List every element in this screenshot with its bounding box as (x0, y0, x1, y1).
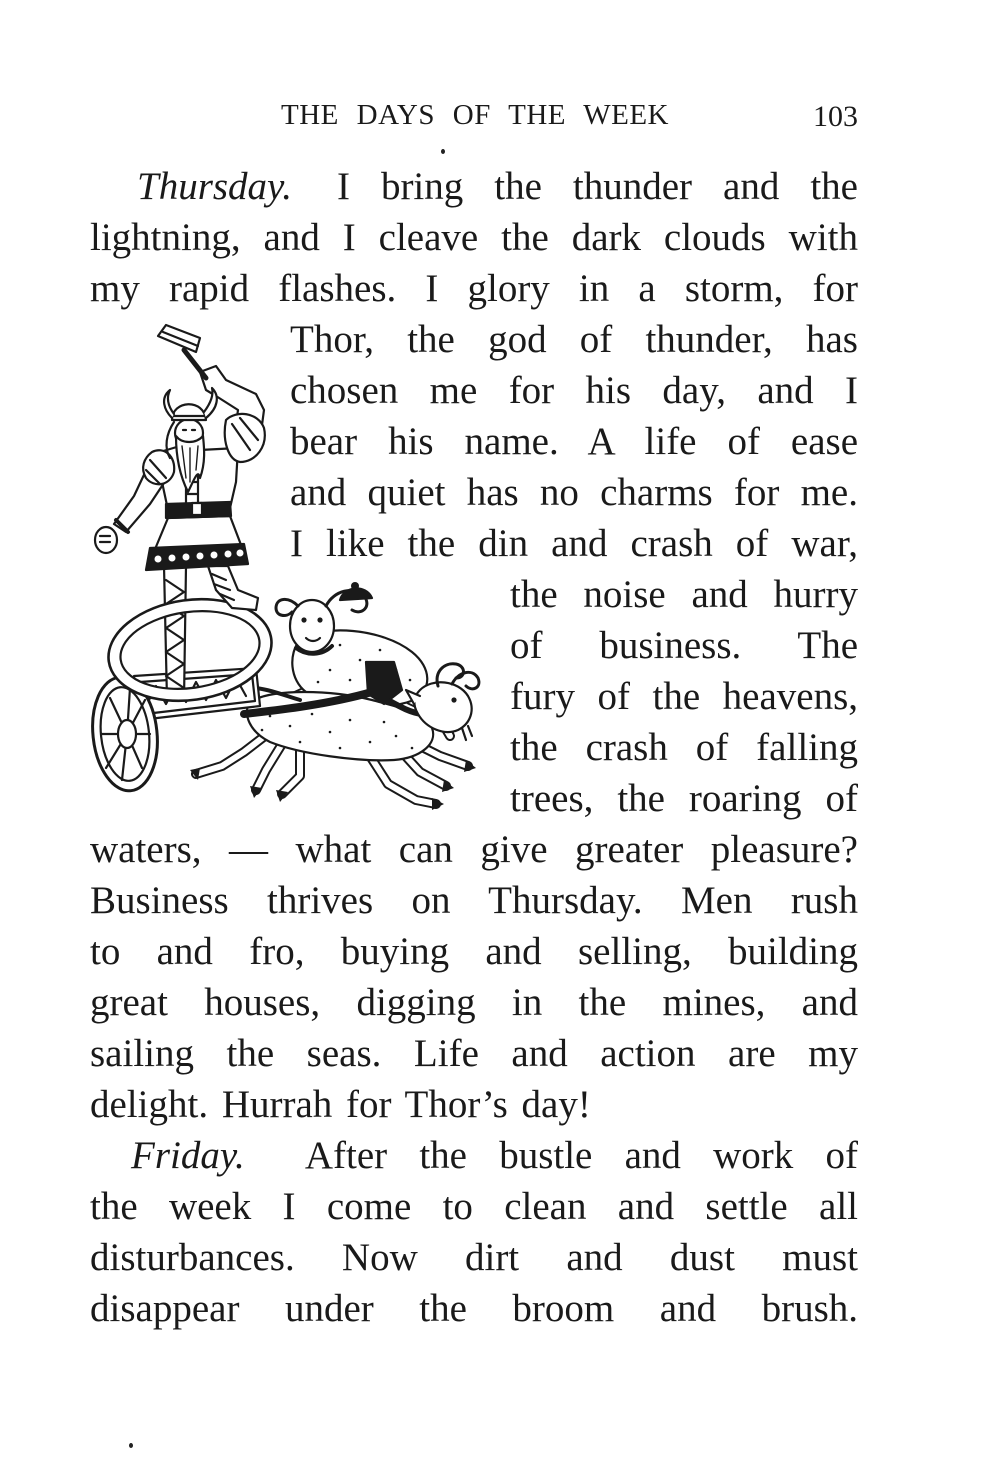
page-number: 103 (813, 100, 858, 133)
illustration-thor-chariot (88, 318, 500, 818)
text-line: chosen me for his day, and I (290, 369, 858, 412)
text-line: I like the din and crash of war, (290, 522, 858, 565)
text-line: waters, — what can give greater pleasure? (90, 828, 858, 871)
text-line: lightning, and I cleave the dark clouds with (90, 216, 858, 259)
text-line (137, 161, 858, 212)
running-title: THE DAYS OF THE WEEK (281, 99, 669, 131)
text-line: the noise and hurry (510, 573, 858, 616)
line-text: After the bustle and work of (304, 1134, 858, 1177)
text-line: to and fro, buying and selling, building (90, 930, 858, 973)
text-line: great houses, digging in the mines, and (90, 981, 858, 1024)
text-line: disturbances. Now dirt and dust must (90, 1236, 858, 1279)
text-line: disappear under the broom and brush. (90, 1287, 858, 1330)
scan-speck (129, 1443, 133, 1448)
text-line: the week I come to clean and settle all (90, 1185, 858, 1228)
speaker-label: Thursday. (137, 165, 292, 208)
hammer (158, 325, 206, 378)
text-line: the crash of falling (510, 726, 858, 769)
text-line: trees, the roaring of (510, 777, 858, 820)
thor-figure (95, 366, 278, 711)
text-line (131, 1130, 858, 1181)
scan-speck (441, 149, 445, 154)
text-line: delight. Hurrah for Thor’s day! (90, 1083, 591, 1126)
text-line: Business thrives on Thursday. Men rush (90, 879, 858, 922)
speaker-label: Friday. (131, 1134, 245, 1177)
text-line: fury of the heavens, (510, 675, 858, 718)
text-line: sailing the seas. Life and action are my (90, 1032, 858, 1075)
text-line: of business. The (510, 624, 858, 667)
text-line: bear his name. A life of ease (290, 420, 858, 463)
text-line: Thor, the god of thunder, has (290, 318, 858, 361)
text-line: and quiet has no charms for me. (290, 471, 858, 514)
line-text: I bring the thunder and the (336, 165, 858, 208)
text-line: my rapid flashes. I glory in a storm, for (90, 267, 858, 310)
